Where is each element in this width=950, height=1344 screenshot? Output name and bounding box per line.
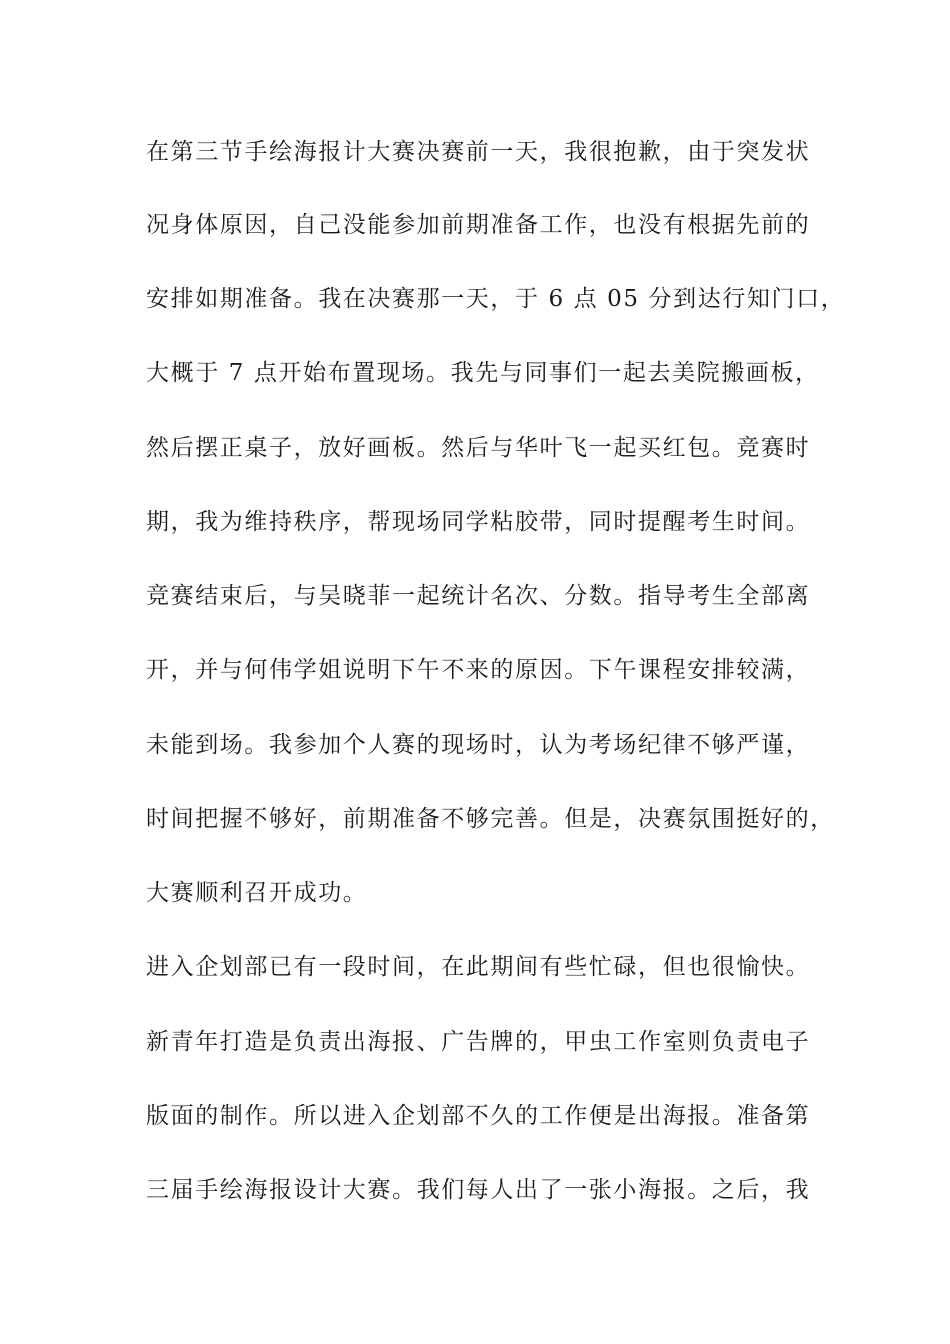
paragraph-line-11: 大赛顺利召开成功。 bbox=[146, 880, 368, 906]
paragraph-line-12: 进入企划部已有一段时间，在此期间有些忙碌，但也很愉快。 bbox=[146, 954, 811, 980]
paragraph-line-9: 未能到场。我参加个人赛的现场时，认为考场纪律不够严谨， bbox=[146, 732, 811, 758]
paragraph-line-14: 版面的制作。所以进入企划部不久的工作便是出海报。准备第 bbox=[146, 1103, 811, 1129]
paragraph-line-13: 新青年打造是负责出海报、广告牌的，甲虫工作室则负责电子 bbox=[146, 1029, 811, 1055]
paragraph-line-10: 时间把握不够好，前期准备不够完善。但是，决赛氛围挺好的， bbox=[146, 806, 835, 832]
paragraph-line-4: 大概于 7 点开始布置现场。我先与同事们一起去美院搬画板， bbox=[146, 360, 820, 386]
paragraph-line-7: 竞赛结束后，与吴晓菲一起统计名次、分数。指导考生全部离 bbox=[146, 583, 811, 609]
paragraph-line-3: 安排如期准备。我在决赛那一天，于 6 点 05 分到达行知门口， bbox=[146, 286, 846, 312]
paragraph-line-5: 然后摆正桌子，放好画板。然后与华叶飞一起买红包。竞赛时 bbox=[146, 435, 811, 461]
paragraph-line-2: 况身体原因，自己没能参加前期准备工作，也没有根据先前的 bbox=[146, 212, 811, 238]
paragraph-line-6: 期，我为维持秩序，帮现场同学粘胶带，同时提醒考生时间。 bbox=[146, 509, 811, 535]
paragraph-line-15: 三届手绘海报设计大赛。我们每人出了一张小海报。之后，我 bbox=[146, 1177, 811, 1203]
paragraph-line-8: 开，并与何伟学姐说明下午不来的原因。下午课程安排较满， bbox=[146, 657, 811, 683]
paragraph-line-1: 在第三节手绘海报计大赛决赛前一天，我很抱歉，由于突发状 bbox=[146, 139, 811, 165]
